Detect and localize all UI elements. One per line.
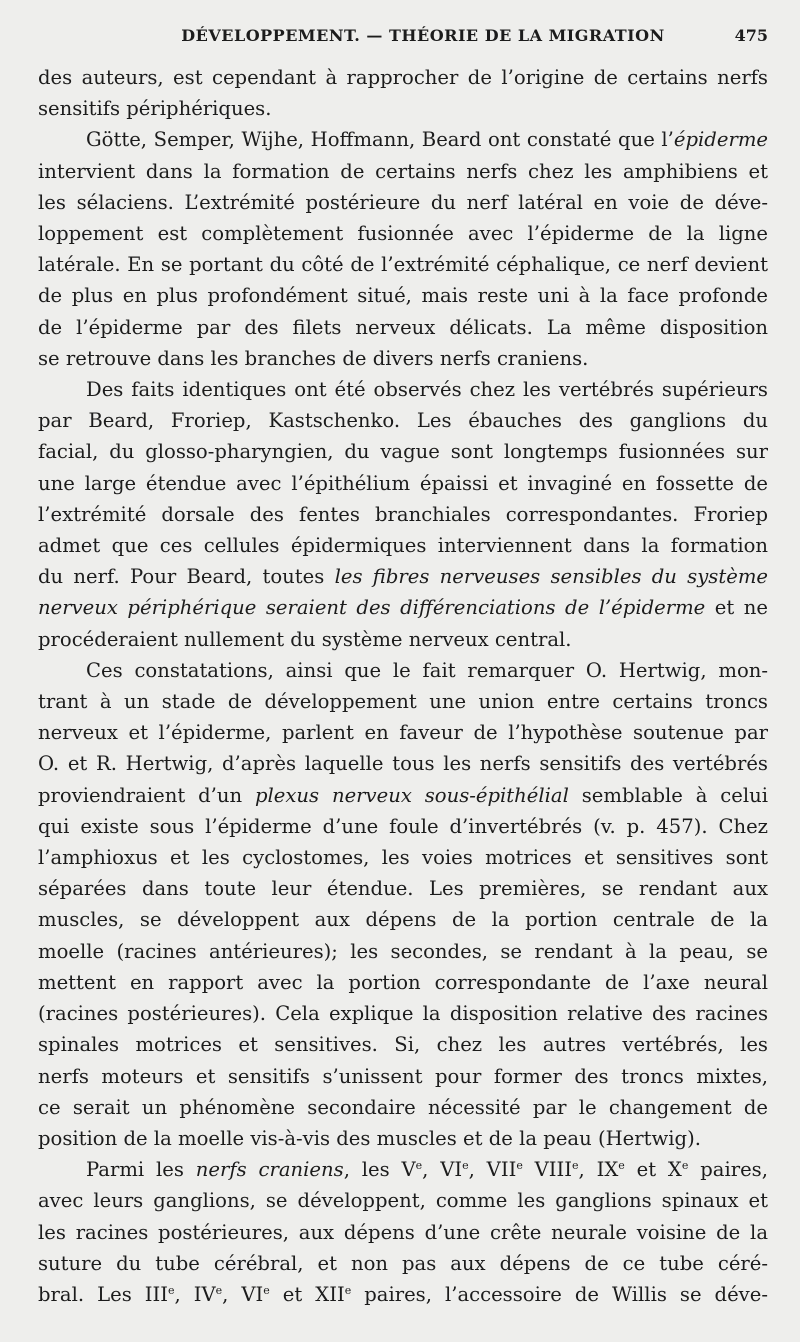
text-segment: et ne — [705, 596, 768, 620]
text-segment: , IV — [174, 1282, 216, 1306]
text-line — [38, 592, 768, 623]
text-line: de plus en plus profondément situé, mais reste uni à la face profonde — [38, 284, 768, 308]
text-line — [38, 561, 768, 592]
text-line — [38, 1154, 768, 1185]
text-line: les racines postérieures, aux dépens d’une crête neurale voisine de la — [38, 1220, 768, 1244]
text-segment: bral. Les III — [38, 1282, 168, 1306]
text-line: Des faits identiques ont été observés chez les vertébrés supérieurs — [86, 378, 768, 402]
superscript: e — [516, 1159, 523, 1173]
text-line: nerveux et l’épiderme, parlent en faveur de l’hypothèse soutenue par — [38, 721, 768, 745]
superscript: e — [263, 1283, 270, 1297]
body-text — [38, 62, 768, 1310]
text-segment: paires, — [688, 1158, 768, 1182]
text-line: moelle (racines antérieures); les secondes, se rendant à la peau, se — [38, 939, 768, 963]
text-line — [38, 124, 768, 155]
text-segment: , les V — [343, 1158, 416, 1182]
text-line: Ces constatations, ainsi que le fait remarquer O. Hertwig, mon- — [86, 658, 768, 682]
text-line: procéderaient nullement du système nerveux central. — [38, 627, 572, 651]
text-segment: du nerf. Pour Beard, toutes — [38, 565, 335, 589]
text-line — [38, 1279, 768, 1310]
text-segment: et X — [624, 1158, 682, 1182]
text-line: intervient dans la formation de certains nerfs chez les amphibiens et — [38, 159, 768, 183]
text-line: l’extrémité dorsale des fentes branchiales correspondantes. Froriep — [38, 502, 768, 526]
text-line: nerfs moteurs et sensitifs s’unissent pour former des troncs mixtes, — [38, 1064, 768, 1088]
superscript: e — [572, 1159, 579, 1173]
text-line — [38, 780, 768, 811]
text-line: l’amphioxus et les cyclostomes, les voies motrices et sensitives sont — [38, 846, 768, 870]
text-segment: paires, l’accessoire de Willis se déve- — [351, 1282, 768, 1306]
superscript: e — [462, 1159, 469, 1173]
superscript: e — [344, 1283, 352, 1297]
text-segment: et XII — [269, 1282, 345, 1306]
superscript: e — [167, 1283, 175, 1297]
text-line: suture du tube cérébral, et non pas aux dépens de ce tube céré- — [38, 1251, 768, 1275]
text-line: avec leurs ganglions, se développent, comme les ganglions spinaux et — [38, 1189, 768, 1213]
text-line: par Beard, Froriep, Kastschenko. Les ébauches des ganglions du — [38, 409, 768, 433]
text-line: trant à un stade de développement une union entre certains troncs — [38, 690, 768, 714]
italic-text: les fibres nerveuses sensibles du système — [334, 565, 769, 589]
text-line: sensitifs périphériques. — [38, 97, 272, 121]
text-line: position de la moelle vis-à-vis des muscles et de la peau (Hertwig). — [38, 1126, 701, 1150]
text-line: qui existe sous l’épiderme d’une foule d’invertébrés (v. p. 457). Chez — [38, 814, 768, 838]
text-segment: VIII — [522, 1158, 573, 1182]
text-segment: proviendraient d’un — [38, 783, 255, 807]
text-line: (racines postérieures). Cela explique la disposition relative des racines — [38, 1002, 768, 1026]
text-line: muscles, se développent aux dépens de la portion centrale de la — [38, 908, 768, 932]
superscript: e — [618, 1159, 625, 1173]
text-segment: Götte, Semper, Wijhe, Hoffmann, Beard ont constaté que l’ — [86, 128, 674, 152]
superscript: e — [681, 1159, 689, 1173]
text-line: des auteurs, est cependant à rapprocher de l’origine de certains nerfs — [38, 66, 768, 89]
italic-text: plexus nerveux sous-épithélial — [254, 783, 569, 807]
text-line: se retrouve dans les branches de divers nerfs craniens. — [38, 346, 589, 370]
text-line: de l’épiderme par des filets nerveux délicats. La même disposition — [38, 315, 768, 339]
text-line: loppement est complètement fusionnée avec l’épiderme de la ligne — [38, 222, 768, 246]
italic-text: épiderme — [673, 128, 768, 152]
text-line: mettent en rapport avec la portion correspondante de l’axe neural — [38, 970, 768, 994]
text-line: latérale. En se portant du côté de l’extrémité céphalique, ce nerf devient — [38, 253, 768, 277]
text-line: admet que ces cellules épidermiques interviennent dans la formation — [38, 534, 768, 558]
page-number: 475 — [734, 26, 768, 45]
text-line: O. et R. Hertwig, d’après laquelle tous les nerfs sensitifs des vertébrés — [38, 752, 768, 776]
superscript: e — [215, 1283, 223, 1297]
italic-text: nerveux périphérique seraient des différenciations de l’épiderme — [38, 596, 706, 620]
text-line: facial, du glosso-pharyngien, du vague sont longtemps fusionnées sur — [38, 440, 768, 464]
text-segment: , VI — [422, 1158, 463, 1182]
superscript: e — [415, 1159, 423, 1173]
text-segment: , VI — [222, 1282, 264, 1306]
text-line: les sélaciens. L’extrémité postérieure du nerf latéral en voie de déve- — [38, 190, 768, 214]
text-line: séparées dans toute leur étendue. Les premières, se rendant aux — [38, 877, 768, 901]
running-title: DÉVELOPPEMENT. — THÉORIE DE LA MIGRATION — [181, 26, 665, 45]
text-line: une large étendue avec l’épithélium épaissi et invaginé en fossette de — [38, 471, 768, 495]
text-segment: , IX — [578, 1158, 619, 1182]
text-line: ce serait un phénomène secondaire nécessité par le changement de — [38, 1095, 768, 1119]
text-segment: , VII — [468, 1158, 517, 1182]
italic-text: nerfs craniens — [195, 1158, 344, 1182]
text-segment: Parmi les — [86, 1158, 196, 1182]
text-line: spinales motrices et sensitives. Si, chez les autres vertébrés, les — [38, 1033, 768, 1057]
text-segment: semblable à celui — [568, 783, 768, 807]
page-header — [38, 26, 768, 62]
